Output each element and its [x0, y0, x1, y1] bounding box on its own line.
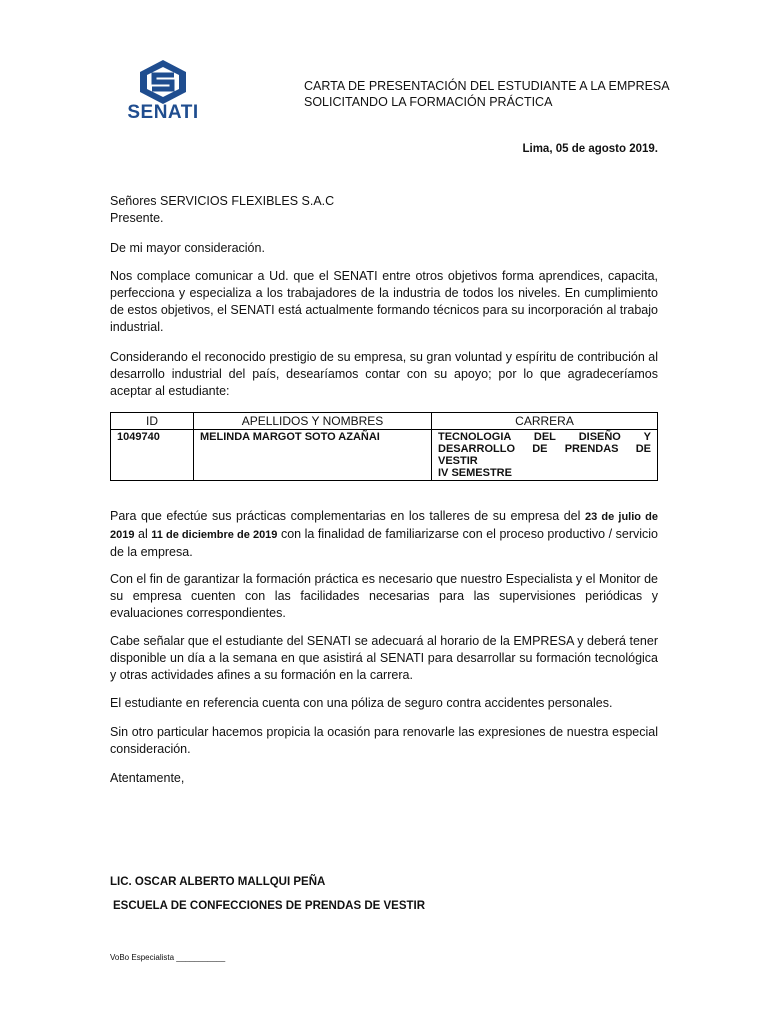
student-career-cell — [432, 430, 658, 481]
presente: Presente. — [110, 211, 164, 225]
vobo-line: VoBo Especialista ___________ — [110, 953, 226, 962]
recipient-company: SERVICIOS FLEXIBLES S.A.C — [160, 194, 335, 208]
student-semester: IV SEMESTRE — [438, 467, 512, 479]
closing: Atentamente, — [110, 771, 185, 785]
start-date: 23 de julio de 2019 — [110, 511, 658, 541]
signer-name: LIC. OSCAR ALBERTO MALLQUI PEÑA — [110, 876, 326, 888]
paragraph-2: Considerando el reconocido prestigio de su empresa, su gran voluntad y espíritu de contribución al desarrollo industrial del país, desearíamos contar con su apoyo; por lo que agradeceríamos aceptar al estudiante: — [110, 350, 658, 398]
recipient-line — [110, 193, 658, 210]
paragraph-4: Con el fin de garantizar la formación práctica es necesario que nuestro Especialista y el Monitor de su empresa cuenten con las facilidades necesarias para las supervisiones periódicas y evaluaciones correspondientes. — [110, 572, 658, 620]
recipient-prefix: Señores — [110, 194, 161, 208]
student-name: MELINDA MARGOT SOTO AZAÑAI — [194, 430, 432, 481]
p3-text-b: al — [134, 527, 152, 541]
paragraph-3 — [110, 508, 658, 561]
signer-school: ESCUELA DE CONFECCIONES DE PRENDAS DE VESTIR — [113, 900, 426, 912]
student-table — [110, 412, 658, 481]
header-career: CARRERA — [432, 413, 658, 430]
title-line-1: CARTA DE PRESENTACIÓN DEL ESTUDIANTE A LA EMPRESA — [304, 79, 670, 93]
end-date: 11 de diciembre de 2019 — [151, 529, 278, 541]
header-id: ID — [111, 413, 194, 430]
header-name: APELLIDOS Y NOMBRES — [194, 413, 432, 430]
student-career: TECNOLOGIA DEL DISEÑO Y DESARROLLO DE PRENDAS DE VESTIR — [438, 431, 651, 467]
p3-text-c: con la finalidad de familiarizarse con el proceso productivo / servicio de la empresa. — [110, 527, 658, 559]
table-header-row — [111, 413, 658, 430]
title-line-2: SOLICITANDO LA FORMACIÓN PRÁCTICA — [304, 95, 553, 109]
paragraph-1: Nos complace comunicar a Ud. que el SENATI entre otros objetivos forma aprendices, capacita, perfecciona y especializa a los trabajadores de la industria de todos los niveles. En cumplimiento de estos objetivos, el SENATI está actualmente formando técnicos para su incorporación al trabajo industrial. — [110, 269, 658, 334]
letter-title — [304, 78, 670, 110]
paragraph-5: Cabe señalar que el estudiante del SENATI se adecuará al horario de la EMPRESA y deberá tener disponible un día a la semana en que asistirá al SENATI para desarrollar su formación tecnológica y otras actividades afines a su formación en la carrera. — [110, 634, 658, 682]
p3-text-a: Para que efectúe sus prácticas complementarias en los talleres de su empresa del — [110, 509, 585, 523]
senati-logo — [120, 58, 206, 128]
table-row — [111, 430, 658, 481]
greeting: De mi mayor consideración. — [110, 241, 265, 255]
paragraph-6: El estudiante en referencia cuenta con una póliza de seguro contra accidentes personales. — [110, 696, 613, 710]
student-id: 1049740 — [111, 430, 194, 481]
recipient — [110, 193, 658, 227]
logo-text: SENATI — [127, 102, 199, 123]
letter-date: Lima, 05 de agosto 2019. — [522, 143, 658, 155]
paragraph-7: Sin otro particular hacemos propicia la ocasión para renovarle las expresiones de nuestra especial consideración. — [110, 725, 658, 756]
senati-emblem-icon — [120, 58, 206, 104]
